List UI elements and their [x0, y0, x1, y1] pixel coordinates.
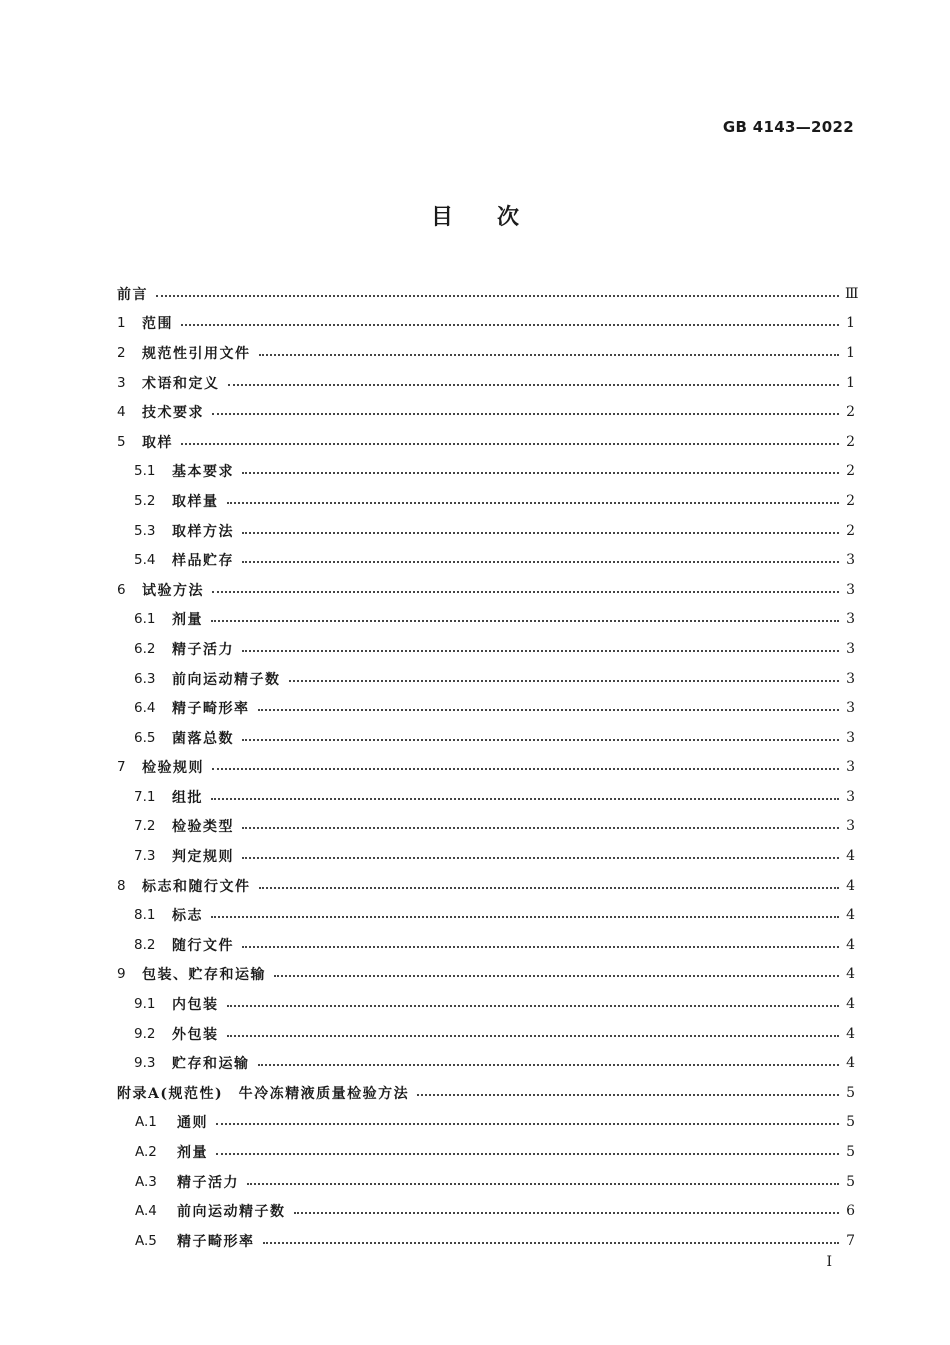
toc-entry[interactable] [117, 960, 855, 990]
toc-entry-number: 8.2 [134, 936, 156, 953]
toc-entry[interactable] [117, 1108, 855, 1138]
toc-entry-page: 3 [846, 640, 855, 657]
toc-entry-label: 取样方法 [172, 523, 234, 540]
toc-entry-label: 检验规则 [142, 760, 204, 777]
toc-entry-page: 4 [846, 1055, 855, 1072]
toc-entry[interactable] [117, 664, 855, 694]
toc-leader-dots [156, 295, 839, 297]
toc-entry[interactable] [117, 634, 855, 664]
toc-leader-dots [259, 887, 840, 889]
toc-entry-label: 标志和随行文件 [142, 878, 251, 895]
toc-leader-dots [242, 739, 839, 741]
toc-leader-dots [242, 532, 839, 534]
toc-entry[interactable] [117, 397, 855, 427]
toc-leader-dots [227, 1035, 840, 1037]
toc-entry[interactable] [117, 900, 855, 930]
toc-entry[interactable] [117, 605, 855, 635]
toc-leader-dots [228, 384, 840, 386]
toc-entry[interactable] [117, 516, 855, 546]
toc-entry-label: 标志 [172, 908, 203, 925]
toc-entry-number: 5.4 [134, 552, 156, 569]
toc-entry-label: 前向运动精子数 [172, 671, 281, 688]
toc-entry[interactable] [117, 279, 859, 309]
toc-entry-number: A.1 [135, 1114, 157, 1131]
toc-entry[interactable] [117, 1137, 855, 1167]
toc-entry-number: 9.2 [134, 1025, 156, 1042]
toc-entry-page: 3 [846, 611, 855, 628]
toc-entry[interactable] [117, 545, 855, 575]
toc-entry-label: 外包装 [172, 1026, 219, 1043]
toc-leader-dots [227, 502, 840, 504]
toc-entry-number: 5.1 [134, 463, 156, 480]
standard-code: GB 4143—2022 [722, 118, 854, 136]
toc-entry-number: 6 [117, 581, 126, 598]
toc-entry-number: 9 [117, 966, 126, 983]
toc-leader-dots [216, 1123, 839, 1125]
toc-leader-dots [242, 827, 839, 829]
toc-entry-label: 随行文件 [172, 937, 234, 954]
toc-leader-dots [259, 354, 840, 356]
toc-entry[interactable] [117, 723, 855, 753]
toc-entry-number: A.5 [135, 1232, 157, 1249]
toc-entry-label: 检验类型 [172, 819, 234, 836]
toc-entry-page: 4 [846, 1025, 855, 1042]
toc-leader-dots [289, 680, 840, 682]
toc-entry-page: 5 [846, 1173, 855, 1190]
toc-entry-label: 贮存和运输 [172, 1056, 250, 1073]
toc-entry-label: 判定规则 [172, 849, 234, 866]
toc-entry-page: 3 [846, 818, 855, 835]
toc-entry-number: 6.5 [134, 729, 156, 746]
toc-entry[interactable] [117, 812, 855, 842]
toc-entry-label: 剂量 [172, 612, 203, 629]
toc-entry-page: 4 [846, 996, 855, 1013]
toc-entry-label: 精子活力 [177, 1174, 239, 1191]
toc-leader-dots [294, 1212, 840, 1214]
toc-entry-label: 精子活力 [172, 641, 234, 658]
table-of-contents [117, 279, 859, 1256]
toc-leader-dots [227, 1005, 840, 1007]
toc-entry-label: 样品贮存 [172, 553, 234, 570]
toc-entry-page: 6 [846, 1203, 855, 1220]
toc-leader-dots [242, 650, 839, 652]
toc-entry-page: 2 [846, 404, 855, 421]
toc-entry-page: Ⅲ [845, 285, 859, 302]
toc-entry-number: 9.1 [134, 996, 156, 1013]
toc-entry-label: 技术要求 [142, 405, 204, 422]
toc-entry-label: 精子畸形率 [172, 701, 250, 718]
toc-entry-page: 3 [846, 581, 855, 598]
toc-leader-dots [258, 709, 840, 711]
toc-entry-page: 1 [846, 374, 855, 391]
toc-entry-number: 1 [117, 315, 126, 332]
toc-entry-label: 附录A(规范性) 牛冷冻精液质量检验方法 [117, 1085, 410, 1102]
toc-leader-dots [263, 1242, 840, 1244]
toc-entry[interactable] [117, 841, 855, 871]
toc-leader-dots [242, 857, 839, 859]
toc-entry-label: 规范性引用文件 [142, 345, 251, 362]
toc-entry-page: 3 [846, 729, 855, 746]
toc-entry-page: 2 [846, 433, 855, 450]
toc-entry-page: 1 [846, 344, 855, 361]
toc-entry[interactable] [117, 693, 855, 723]
toc-entry-page: 2 [846, 463, 855, 480]
toc-entry[interactable] [117, 575, 855, 605]
toc-entry-page: 4 [846, 877, 855, 894]
page-title: 目次 [430, 204, 563, 230]
toc-leader-dots [211, 798, 839, 800]
toc-entry-label: 剂量 [177, 1145, 208, 1162]
toc-entry-label: 取样 [142, 434, 173, 451]
toc-entry[interactable] [117, 486, 855, 516]
toc-entry-page: 5 [846, 1114, 855, 1131]
toc-leader-dots [258, 1064, 840, 1066]
toc-entry-page: 4 [846, 966, 855, 983]
toc-entry-page: 1 [846, 315, 855, 332]
toc-entry-page: 4 [846, 907, 855, 924]
toc-leader-dots [212, 413, 839, 415]
toc-entry-number: 5.3 [134, 522, 156, 539]
toc-entry-number: 6.1 [134, 611, 156, 628]
toc-entry-label: 组批 [172, 789, 203, 806]
toc-entry[interactable] [117, 1167, 855, 1197]
toc-entry-page: 5 [846, 1084, 855, 1101]
toc-entry-label: 菌落总数 [172, 730, 234, 747]
toc-entry-number: 7.1 [134, 788, 156, 805]
toc-entry[interactable] [117, 338, 855, 368]
toc-entry-number: 6.4 [134, 700, 156, 717]
toc-leader-dots [211, 916, 839, 918]
toc-entry-label: 内包装 [172, 997, 219, 1014]
toc-leader-dots [211, 620, 839, 622]
toc-leader-dots [181, 443, 839, 445]
toc-entry[interactable] [117, 1226, 855, 1256]
toc-entry-label: 术语和定义 [142, 375, 220, 392]
toc-entry-number: 9.3 [134, 1055, 156, 1072]
toc-leader-dots [212, 591, 839, 593]
toc-entry-number: 5.2 [134, 492, 156, 509]
toc-entry-page: 5 [846, 1144, 855, 1161]
toc-entry-number: 7 [117, 759, 126, 776]
toc-leader-dots [242, 472, 839, 474]
toc-leader-dots [216, 1153, 839, 1155]
toc-entry-page: 4 [846, 848, 855, 865]
toc-entry-label: 范围 [142, 316, 173, 333]
toc-entry-number: 4 [117, 404, 126, 421]
toc-leader-dots [274, 975, 839, 977]
toc-entry-label: 前言 [117, 286, 148, 303]
toc-leader-dots [181, 324, 839, 326]
toc-entry[interactable] [117, 309, 855, 339]
toc-entry-label: 包装、贮存和运输 [142, 967, 266, 984]
toc-entry-page: 3 [846, 759, 855, 776]
toc-entry-number: A.3 [135, 1173, 157, 1190]
toc-entry-label: 基本要求 [172, 464, 234, 481]
toc-entry[interactable] [117, 989, 855, 1019]
toc-entry[interactable] [117, 753, 855, 783]
toc-entry[interactable] [117, 782, 855, 812]
toc-entry[interactable] [117, 930, 855, 960]
toc-entry-label: 精子畸形率 [177, 1233, 255, 1250]
toc-entry[interactable] [117, 1196, 855, 1226]
toc-entry-number: 3 [117, 374, 126, 391]
toc-entry-number: 6.3 [134, 670, 156, 687]
toc-entry-number: A.4 [135, 1203, 157, 1220]
toc-entry-label: 取样量 [172, 493, 219, 510]
toc-entry-number: 7.3 [134, 848, 156, 865]
toc-entry-page: 3 [846, 788, 855, 805]
toc-entry[interactable] [117, 457, 855, 487]
toc-entry-number: 2 [117, 344, 126, 361]
toc-entry[interactable] [117, 871, 855, 901]
toc-entry-number: 7.2 [134, 818, 156, 835]
toc-entry-page: 3 [846, 700, 855, 717]
toc-entry-page: 2 [846, 522, 855, 539]
toc-leader-dots [417, 1094, 839, 1096]
toc-leader-dots [242, 561, 839, 563]
toc-entry-number: 8.1 [134, 907, 156, 924]
toc-entry-label: 通则 [177, 1115, 208, 1132]
toc-leader-dots [242, 946, 839, 948]
toc-entry-number: 6.2 [134, 640, 156, 657]
toc-entry-page: 7 [846, 1232, 855, 1249]
toc-entry[interactable] [117, 427, 855, 457]
toc-leader-dots [247, 1183, 839, 1185]
toc-entry-page: 2 [846, 492, 855, 509]
toc-entry[interactable] [117, 368, 855, 398]
toc-entry-number: A.2 [135, 1144, 157, 1161]
page-folio: I [826, 1254, 832, 1270]
toc-entry-label: 试验方法 [142, 582, 204, 599]
toc-entry[interactable] [117, 1048, 855, 1078]
toc-entry-page: 3 [846, 670, 855, 687]
toc-leader-dots [212, 768, 839, 770]
toc-entry-number: 8 [117, 877, 126, 894]
toc-entry-number: 5 [117, 433, 126, 450]
toc-entry-page: 4 [846, 936, 855, 953]
toc-entry[interactable] [117, 1019, 855, 1049]
toc-entry-label: 前向运动精子数 [177, 1204, 286, 1221]
toc-entry[interactable] [117, 1078, 855, 1108]
toc-entry-page: 3 [846, 552, 855, 569]
